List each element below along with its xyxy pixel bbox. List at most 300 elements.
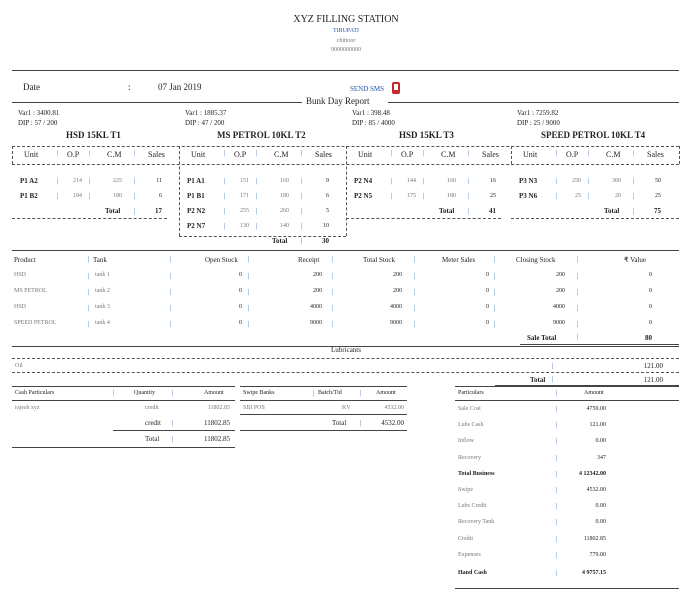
cash-rule (12, 400, 235, 401)
cm-header: C.M (606, 150, 621, 159)
sales-header: Sales (315, 150, 332, 159)
grid-edge (346, 146, 347, 236)
lub-rule (12, 372, 679, 373)
grid-rule (346, 218, 501, 219)
stock-product: SPEED PETROL (14, 320, 57, 326)
separator: | (494, 255, 496, 263)
stock-receipt: 200 (313, 272, 322, 278)
particular-amount: 0.00 (595, 503, 606, 510)
separator: | (414, 320, 416, 328)
lub-value: 121.00 (643, 362, 663, 370)
separator: | (248, 288, 250, 296)
stock-rule (12, 250, 679, 251)
tank-dip: DIP : 85 / 4000 (352, 119, 395, 127)
unit-name: P2 N4 (354, 177, 373, 185)
lub-item: Oil (15, 363, 23, 369)
separator: | (360, 389, 362, 397)
stock-open: 0 (239, 288, 242, 294)
separator: | (224, 207, 226, 215)
particular-label: Credit (458, 535, 473, 542)
cm-header: C.M (107, 150, 122, 159)
particular-label: Expenses (458, 551, 481, 558)
stock-tank: tank 4 (95, 320, 110, 326)
separator: | (248, 255, 250, 263)
separator: | (577, 255, 579, 263)
phone-icon[interactable] (392, 82, 400, 94)
stock-header: Open Stock (205, 256, 238, 264)
sale-total-rule (520, 344, 679, 345)
particular-amount: 347 (597, 454, 606, 461)
cm-value: 140 (280, 223, 289, 229)
station-city: TIRUPATI (332, 28, 360, 34)
stock-header: Tank (93, 256, 107, 264)
particular-amount: 779.00 (589, 551, 606, 558)
tank-name: MS PETROL 10KL T2 (217, 130, 306, 140)
particular-label: Sale Cost (458, 406, 481, 412)
separator: | (301, 222, 303, 230)
stock-meter-sales: 0 (486, 288, 489, 294)
unit-name: P3 N6 (519, 192, 538, 200)
sales-value: 6 (326, 193, 329, 199)
separator: | (172, 419, 174, 427)
cash-rule (12, 386, 235, 387)
separator: | (134, 192, 136, 200)
separator: | (468, 207, 470, 215)
separator: | (301, 149, 303, 157)
stock-open: 0 (239, 320, 242, 326)
unit-name: P2 N5 (354, 192, 373, 200)
stock-header: Product (14, 256, 36, 264)
unit-name: P1 B1 (187, 192, 205, 200)
cash-qty: credit (145, 405, 159, 411)
swipe-header: Amount (376, 390, 396, 396)
lub-total-label: Total (530, 376, 546, 384)
separator: | (88, 288, 90, 296)
tank-var: Var1 : 7259.82 (517, 109, 559, 117)
stock-header: Closing Stock (516, 256, 556, 264)
date-colon: : (128, 82, 131, 92)
separator: | (556, 177, 558, 185)
lub-total-value: 121.00 (643, 376, 663, 384)
separator: | (391, 192, 393, 200)
stock-meter-sales: 0 (486, 320, 489, 326)
grid-rule (12, 218, 167, 219)
grid-rule (511, 218, 679, 219)
unit-name: P2 N7 (187, 222, 206, 230)
separator: | (256, 207, 258, 215)
separator: | (113, 389, 115, 397)
separator: | (172, 389, 174, 397)
particulars-rule (455, 386, 679, 387)
total-value: 30 (322, 237, 329, 245)
particulars-rule (455, 400, 679, 401)
station-phone: 9000000000 (331, 47, 361, 53)
separator: | (301, 237, 303, 245)
cash-total-label: Total (145, 435, 160, 443)
stock-tank: tank 1 (95, 272, 110, 278)
separator: | (170, 272, 172, 280)
separator: | (248, 320, 250, 328)
stock-closing: 4000 (553, 304, 565, 310)
separator: | (552, 362, 554, 370)
separator: | (224, 192, 226, 200)
grid-edge (679, 146, 680, 164)
stock-header: Receipt (298, 256, 320, 264)
cash-credit-value: 11802.85 (204, 419, 230, 427)
sales-value: 5 (326, 208, 329, 214)
particular-amount: 11802.85 (583, 535, 606, 542)
unit-name: P1 A1 (187, 177, 205, 185)
separator: | (468, 192, 470, 200)
separator: | (556, 534, 558, 543)
sale-total-label: Sale Total (527, 334, 557, 342)
cash-rule (12, 447, 235, 448)
separator: | (556, 502, 558, 511)
op-header: O.P (234, 150, 247, 159)
unit-header: Unit (24, 150, 39, 159)
separator: | (224, 222, 226, 230)
particular-amount: 4 9757.15 (582, 570, 606, 576)
separator: | (332, 255, 334, 263)
separator: | (556, 453, 558, 462)
separator: | (57, 177, 59, 185)
grid-edge (12, 146, 13, 164)
stock-header: Meter Sales (442, 256, 476, 264)
unit-header: Unit (523, 150, 538, 159)
tank-dip: DIP : 25 / 9000 (517, 119, 560, 127)
lubricants-title: Lubricants (331, 346, 361, 354)
cm-value: 160 (280, 178, 289, 184)
separator: | (88, 304, 90, 312)
separator: | (134, 177, 136, 185)
stock-product: HSD (14, 272, 27, 278)
cash-header: Quantity (134, 390, 155, 396)
send-sms-button[interactable]: SEND SMS (350, 85, 385, 93)
stock-receipt: 200 (313, 288, 322, 294)
sales-value: 25 (490, 193, 496, 199)
particulars-header: Particulars (458, 390, 484, 396)
cm-value: 260 (280, 208, 289, 214)
cash-rule (113, 430, 235, 431)
separator: | (332, 288, 334, 296)
separator: | (301, 192, 303, 200)
particular-amount: 4532.00 (586, 487, 606, 493)
swipe-amount: 4532.00 (384, 405, 404, 411)
separator: | (588, 192, 590, 200)
separator: | (134, 207, 136, 215)
separator: | (556, 149, 558, 157)
separator: | (134, 149, 136, 157)
separator: | (494, 320, 496, 328)
stock-total: 9000 (390, 320, 402, 326)
separator: | (89, 192, 91, 200)
cash-header: Amount (204, 390, 224, 396)
stock-closing: 200 (556, 288, 565, 294)
cash-credit-label: credit (145, 419, 161, 427)
cm-value: 180 (447, 193, 456, 199)
separator: | (360, 419, 362, 427)
swipe-header: Swipe Banks (243, 390, 275, 396)
separator: | (588, 149, 590, 157)
separator: | (89, 177, 91, 185)
separator: | (494, 272, 496, 280)
swipe-rule (240, 430, 407, 431)
swipe-rule (240, 414, 407, 415)
op-value: 130 (240, 223, 249, 229)
tank-var: Var1 : 398.48 (352, 109, 390, 117)
stock-meter-sales: 0 (486, 272, 489, 278)
stock-value: 0 (649, 304, 652, 310)
separator: | (556, 469, 558, 478)
separator: | (248, 304, 250, 312)
unit-name: P2 N2 (187, 207, 206, 215)
separator: | (414, 304, 416, 312)
op-value: 151 (240, 178, 249, 184)
separator: | (423, 149, 425, 157)
op-header: O.P (566, 150, 579, 159)
stock-open: 0 (239, 304, 242, 310)
separator: | (556, 569, 558, 577)
separator: | (170, 255, 172, 263)
cm-value: 20 (615, 193, 621, 199)
particular-amount: 4759.00 (586, 406, 606, 412)
tank-name: HSD 15KL T3 (399, 130, 454, 140)
separator: | (577, 304, 579, 312)
total-value: 41 (489, 207, 496, 215)
swipe-total-label: Total (332, 419, 347, 427)
date-value: 07 Jan 2019 (158, 82, 202, 92)
sales-value: 10 (323, 223, 329, 229)
separator: | (170, 288, 172, 296)
cm-value: 300 (612, 178, 621, 184)
station-district: chittoor (336, 38, 356, 44)
separator: | (256, 177, 258, 185)
particular-label: Recovery (458, 454, 481, 461)
stock-receipt: 4000 (310, 304, 322, 310)
stock-header: ₹ Value (624, 256, 647, 264)
particular-label: Swipe (458, 487, 473, 493)
cm-value: 180 (113, 193, 122, 199)
separator: | (633, 207, 635, 215)
rule-left (12, 102, 302, 103)
separator: | (494, 288, 496, 296)
separator: | (414, 288, 416, 296)
tank-name: HSD 15KL T1 (66, 130, 121, 140)
sales-value: 25 (655, 193, 661, 199)
sales-header: Sales (482, 150, 499, 159)
stock-tank: tank 3 (95, 304, 110, 310)
separator: | (552, 375, 554, 383)
separator: | (57, 149, 59, 157)
separator: | (332, 304, 334, 312)
particular-label: Total Business (458, 470, 495, 477)
separator: | (556, 518, 558, 527)
stock-total: 200 (393, 272, 402, 278)
total-label: Total (105, 207, 121, 215)
separator: | (414, 255, 416, 263)
separator: | (468, 177, 470, 185)
sale-total-value: 80 (645, 334, 652, 342)
cash-amount: 11802.85 (207, 405, 230, 411)
swipe-rule (240, 386, 407, 387)
separator: | (224, 149, 226, 157)
sales-value: 9 (326, 178, 329, 184)
op-value: 255 (240, 208, 249, 214)
separator: | (556, 421, 558, 430)
separator: | (556, 389, 558, 397)
particular-label: Hand Cash (458, 570, 487, 576)
op-value: 184 (73, 193, 82, 199)
stock-receipt: 9000 (310, 320, 322, 326)
separator: | (224, 177, 226, 185)
op-value: 214 (73, 178, 82, 184)
separator: | (556, 486, 558, 494)
stock-product: MS PETROL (14, 288, 47, 294)
separator: | (633, 149, 635, 157)
op-value: 250 (572, 178, 581, 184)
separator: | (301, 177, 303, 185)
separator: | (313, 389, 315, 397)
date-label: Date (23, 82, 40, 92)
separator: | (88, 272, 90, 280)
separator: | (588, 177, 590, 185)
stock-meter-sales: 0 (486, 304, 489, 310)
separator: | (88, 255, 90, 263)
op-value: 144 (407, 178, 416, 184)
op-header: O.P (67, 150, 80, 159)
separator: | (423, 177, 425, 185)
sales-value: 6 (159, 193, 162, 199)
total-value: 17 (155, 207, 162, 215)
stock-closing: 200 (556, 272, 565, 278)
total-label: Total (272, 237, 288, 245)
particular-amount: 0.00 (595, 519, 606, 526)
tank-var: Var1 : 3400.81 (18, 109, 60, 117)
separator: | (248, 272, 250, 280)
separator: | (577, 288, 579, 296)
separator: | (170, 304, 172, 312)
cm-value: 225 (113, 178, 122, 184)
separator: | (256, 149, 258, 157)
op-header: O.P (401, 150, 414, 159)
separator: | (577, 320, 579, 328)
unit-header: Unit (358, 150, 373, 159)
sales-value: 16 (490, 178, 496, 184)
cm-header: C.M (274, 150, 289, 159)
separator: | (88, 320, 90, 328)
sales-header: Sales (148, 150, 165, 159)
separator: | (556, 405, 558, 413)
separator: | (468, 149, 470, 157)
separator: | (414, 272, 416, 280)
stock-total: 4000 (390, 304, 402, 310)
total-label: Total (439, 207, 455, 215)
particular-label: Lubs Credit (458, 503, 487, 510)
unit-header: Unit (191, 150, 206, 159)
stock-open: 0 (239, 272, 242, 278)
particular-amount: 0.00 (595, 438, 606, 445)
separator: | (256, 192, 258, 200)
separator: | (301, 207, 303, 215)
op-value: 25 (575, 193, 581, 199)
sales-value: 50 (655, 178, 661, 184)
separator: | (57, 192, 59, 200)
separator: | (332, 320, 334, 328)
cash-total-value: 11802.85 (204, 435, 230, 443)
total-value: 75 (654, 207, 661, 215)
separator: | (556, 550, 558, 559)
separator: | (256, 222, 258, 230)
particular-label: Lubs Cash (458, 422, 484, 429)
separator: | (332, 272, 334, 280)
separator: | (423, 192, 425, 200)
swipe-bank: SBI POS (243, 405, 265, 411)
station-name: XYZ FILLING STATION (293, 14, 399, 25)
tank-var: Var1 : 1885.37 (185, 109, 227, 117)
particular-amount: 121.00 (589, 422, 606, 429)
stock-value: 0 (649, 272, 652, 278)
separator: | (170, 320, 172, 328)
separator: | (556, 437, 558, 446)
particular-amount: 4 12342.00 (579, 470, 606, 477)
sales-header: Sales (647, 150, 664, 159)
top-rule (12, 70, 679, 71)
stock-product: HSD (14, 304, 27, 310)
op-value: 171 (240, 193, 249, 199)
tank-dip: DIP : 57 / 200 (18, 119, 58, 127)
separator: | (633, 192, 635, 200)
cm-value: 160 (447, 178, 456, 184)
separator: | (577, 333, 579, 341)
stock-tank: tank 2 (95, 288, 110, 294)
cash-header: Cash Particulars (15, 390, 55, 396)
stock-value: 0 (649, 288, 652, 294)
lub-rule (12, 358, 679, 359)
grid-edge (179, 146, 180, 236)
rule-right (388, 102, 679, 103)
swipe-rule (240, 400, 407, 401)
cash-person: rajesh xyz (15, 405, 40, 411)
total-label: Total (604, 207, 620, 215)
swipe-total-value: 4532.00 (381, 419, 404, 427)
separator: | (494, 304, 496, 312)
particulars-rule (455, 588, 679, 589)
report-title: Bunk Day Report (306, 96, 370, 106)
separator: | (556, 192, 558, 200)
particulars-header: Amount (584, 390, 604, 396)
particular-label: Inflow (458, 438, 474, 445)
op-value: 175 (407, 193, 416, 199)
stock-total: 200 (393, 288, 402, 294)
separator: | (172, 435, 174, 443)
grid-edge (511, 146, 512, 164)
swipe-batch: KV (342, 405, 351, 411)
sales-value: 11 (156, 178, 162, 184)
separator: | (89, 149, 91, 157)
separator: | (633, 177, 635, 185)
stock-value: 0 (649, 320, 652, 326)
separator: | (391, 177, 393, 185)
tank-name: SPEED PETROL 10KL T4 (541, 130, 646, 140)
cm-value: 180 (280, 193, 289, 199)
unit-name: P1 A2 (20, 177, 38, 185)
separator: | (391, 149, 393, 157)
cm-header: C.M (441, 150, 456, 159)
particular-label: Recovery Tank (458, 519, 495, 526)
unit-name: P1 B2 (20, 192, 38, 200)
stock-closing: 9000 (553, 320, 565, 326)
stock-header: Total Stock (363, 256, 395, 264)
